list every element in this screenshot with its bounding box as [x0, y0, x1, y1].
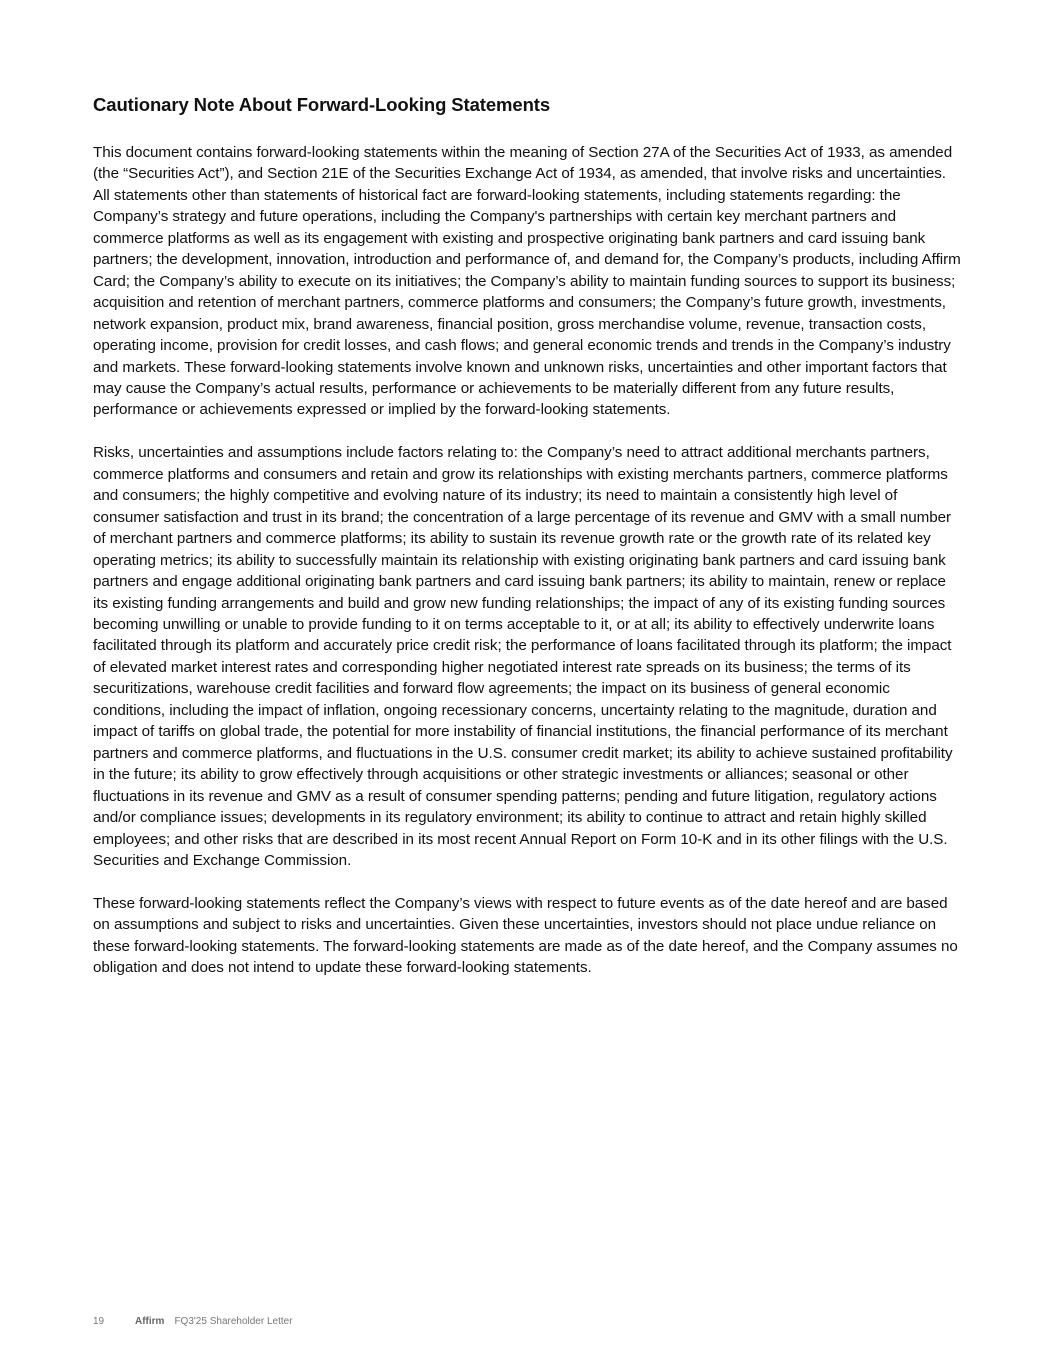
page-number: 19 [93, 1316, 105, 1327]
paragraph-risks-uncertainties: Risks, uncertainties and assumptions include factors relating to: the Company’s need to attract additional merchants partners, commerce platforms and consumers and retain and grow its relationships with existing merchants partners, commerce platforms and consumers; the highly competitive and evolving nature of its industry; its need to maintain a consistently high level of consumer satisfaction and trust in its brand; the concentration of a large percentage of its revenue and GMV with a small number of merchant partners and commerce platforms; its ability to sustain its revenue growth rate or the growth rate of its related key operating metrics; its ability to successfully maintain its relationship with existing originating bank partners and card issuing bank partners and engage additional originating bank partners and card issuing bank partners; its ability to maintain, renew or replace its existing funding arrangements and build and grow new funding relationships; the impact of any of its existing funding sources becoming unwilling or unable to provide funding to it on terms acceptable to it, or at all; its ability to effectively underwrite loans facilitated through its platform and accurately price credit risk; the performance of loans facilitated through its platform; the impact of elevated market interest rates and corresponding higher negotiated interest rate spreads on its business; the terms of its securitizations, warehouse credit facilities and forward flow agreements; the impact on its business of general economic conditions, including the impact of inflation, ongoing recessionary concerns, uncertainty relating to the magnitude, duration and impact of tariffs on global trade, the potential for more instability of financial institutions, the financial performance of its merchant partners and commerce platforms, and fluctuations in the U.S. consumer credit market; its ability to achieve sustained profitability in the future; its ability to grow effectively through acquisitions or other strategic investments or alliances; seasonal or other fluctuations in its revenue and GMV as a result of consumer spending patterns; pending and future litigation, regulatory actions and/or compliance issues; developments in its regulatory environment; its ability to continue to attract and retain highly skilled employees; and other risks that are described in its most recent Annual Report on Form 10-K and in its other filings with the U.S. Securities and Exchange Commission. [93, 444, 953, 869]
document-label: FQ3'25 Shareholder Letter [174, 1316, 293, 1327]
paragraph-forward-looking-statements: This document contains forward-looking statements within the meaning of Section 27A of the Securities Act of 1933, as amended (the “Securities Act”), and Section 21E of the Securities Exchange Act of 1934, as amended, that involve risks and uncertainties. All statements other than statements of historical fact are forward-looking statements, including statements regarding: the Company’s strategy and future operations, including the Company's partnerships with certain key merchant partners and commerce platforms as well as its engagement with existing and prospective originating bank partners and card issuing bank partners; the development, innovation, introduction and performance of, and demand for, the Company’s products, including Affirm Card; the Company’s ability to execute on its initiatives; the Company’s ability to maintain funding sources to support its business; acquisition and retention of merchant partners, commerce platforms and consumers; the Company’s future growth, investments, network expansion, product mix, brand awareness, financial position, gross merchandise volume, revenue, transaction costs, operating income, provision for credit losses, and cash flows; and general economic trends and trends in the Company’s industry and markets. These forward-looking statements involve known and unknown risks, uncertainties and other important factors that may cause the Company’s actual results, performance or achievements to be materially different from any future results, performance or achievements expressed or implied by the forward-looking statements. [93, 144, 961, 419]
page-footer [93, 1316, 293, 1327]
section-title: Cautionary Note About Forward-Looking Statements [93, 94, 551, 115]
brand-name: Affirm [135, 1316, 165, 1327]
document-body [93, 93, 965, 1000]
paragraph-reliance-disclaimer: These forward-looking statements reflect the Company’s views with respect to future events as of the date hereof and are based on assumptions and subject to risks and uncertainties. Given these uncertainties, investors should not place undue reliance on these forward-looking statements. The forward-looking statements are made as of the date hereof, and the Company assumes no obligation and does not intend to update these forward-looking statements. [93, 894, 958, 977]
